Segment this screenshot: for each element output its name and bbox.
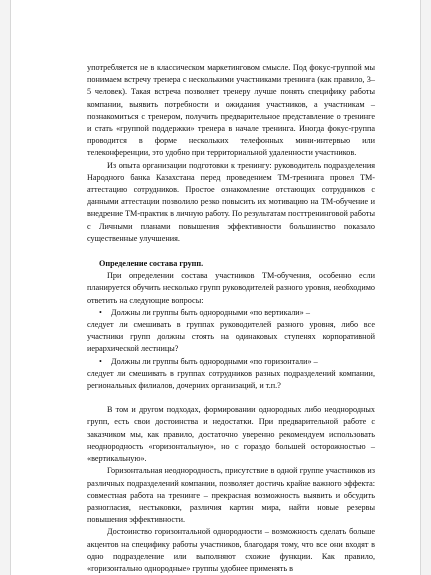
- page-content: [87, 62, 375, 575]
- bullet-icon: •: [99, 356, 102, 366]
- bullet-continuation: следует ли смешивать в группах сотрудников разных подразделений компании, региональных филиалов, дочерних организаций, и т.п.?: [87, 368, 375, 391]
- spacer: [87, 392, 375, 404]
- bullet-item-vertical: [87, 307, 375, 319]
- paragraph-focus-group: употребляется не в классическом маркетинговом смысле. Под фокус-группой мы понимаем встречу тренера с несколькими участниками тренинга (как правило, 3–5 человек). Такая встреча позволяет тренеру лучше понять специфику работы компании, выявить потребности и ожидания участников, а участникам – познакомиться с тренером, получить предварительное представление о тренинге и стать «группой поддержки» тренера в начале тренинга. Иногда фокус-группа проводится в форме нескольких телефонных мини-интервью или телеконференции, это удобно при территориальной удаленности участников.: [87, 63, 375, 158]
- paragraph-horizontal-heterogeneity: Горизонтальная неоднородность, присутствие в одной группе участников из различных подразделений компании, позволяет достичь крайне важного эффекта: совместная работа на тренинге – прекрасная возможность выявить и обсудить разногласия, нестыковки, различия картин мира, найти новые резервы повышения эффективности.: [87, 466, 375, 525]
- document-page: [10, 0, 421, 575]
- bullet-text: Должны ли группы быть однородными «по вертикали» –: [111, 307, 310, 317]
- paragraph-approaches: В том и другом подходах, формировании однородных либо неоднородных групп, есть свои достоинства и недостатки. При предварительной работе с заказчиком мы, как правило, достаточно уверенно рекомендуем использовать неоднородность «горизонтальную», но с гораздо большей осторожностью – «вертикальную».: [87, 405, 375, 464]
- bullet-item-horizontal: [87, 356, 375, 368]
- bullet-continuation: следует ли смешивать в группах руководителей разного уровня, либо все участники групп должны стоять на одинаковых ступенях корпоративной иерархической лестницы?: [87, 320, 375, 354]
- bullet-icon: •: [99, 307, 102, 317]
- section-heading: Определение состава групп.: [99, 259, 204, 269]
- paragraph-experience: Из опыта организации подготовки к тренингу: руководитель подразделения Народного банка Казахстана перед проведением ТМ-тренинга провел ТМ-аттестацию сотрудников. Простое ознакомление отстающих сотрудников с данными аттестации позволило резко повысить их мотивацию на ТМ-обучение и внедрение ТМ-практик в личную работу. По результатам посттренинговой работы с Личными планами повышения эффективности большинство показало существенные улучшения.: [87, 160, 375, 243]
- bullet-text: Должны ли группы быть однородными «по горизонтали» –: [111, 356, 318, 366]
- paragraph-horizontal-homogeneity: Достоинство горизонтальной однородности – возможность сделать больше акцентов на специфику работы участников, благодаря тому, что все они входят в одно подразделение или выполняют схожие функции. Как правило, «горизонтально однородные» группы удобнее применять в: [87, 527, 375, 573]
- paragraph-group-composition: При определении состава участников ТМ-обучения, особенно если планируется обучить несколько групп руководителей разного уровня, необходимо ответить на следующие вопросы:: [87, 271, 375, 305]
